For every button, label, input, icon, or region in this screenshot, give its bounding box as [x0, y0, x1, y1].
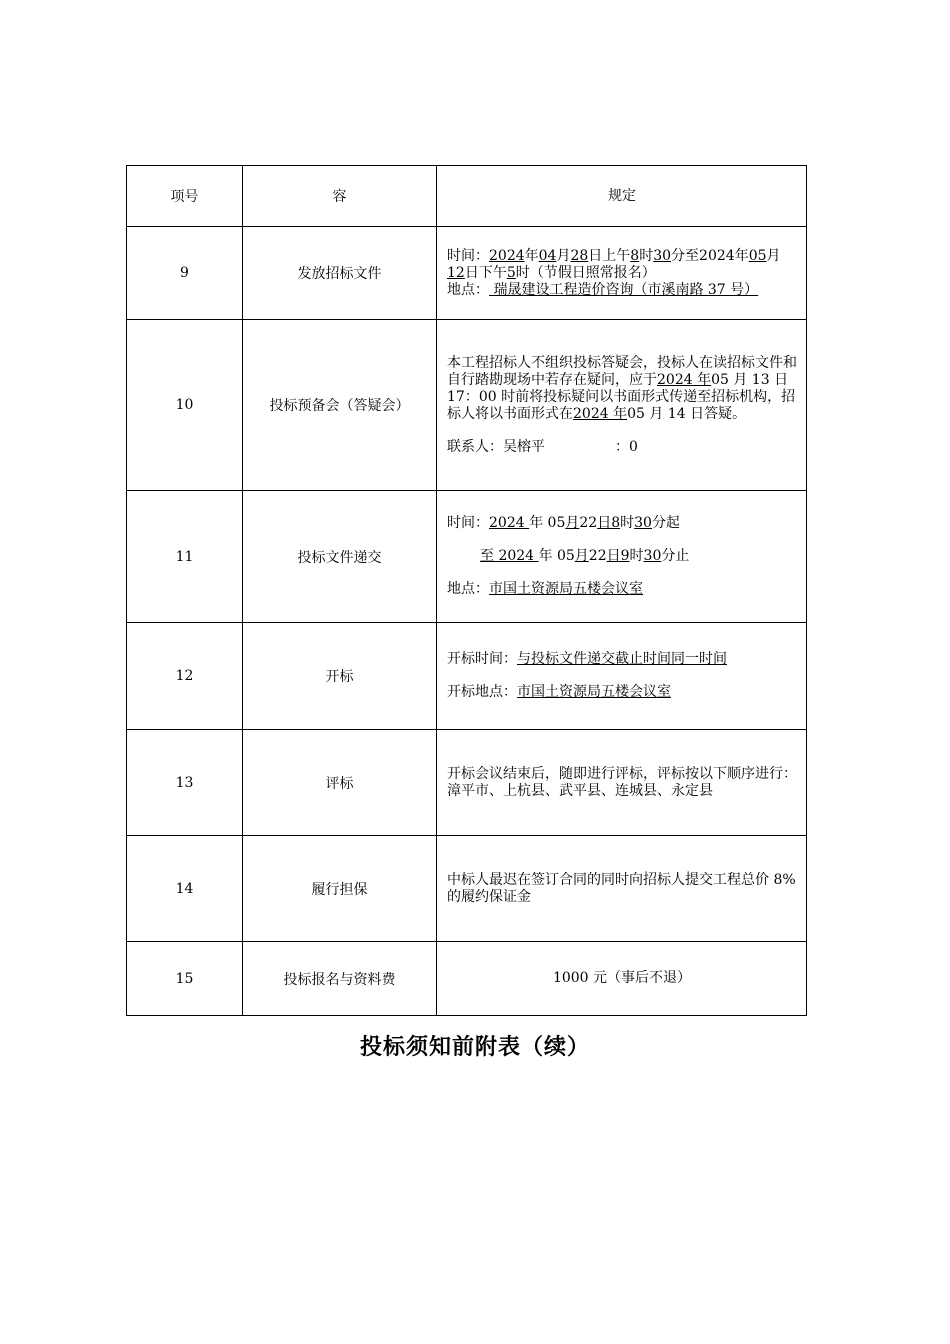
text: 开标时间： — [447, 651, 517, 667]
text: 至 2024 — [480, 548, 539, 564]
table-row — [127, 491, 807, 623]
row-item: 履行担保 — [243, 836, 437, 942]
text: 05 — [748, 247, 767, 264]
row-item: 投标文件递交 — [243, 491, 437, 623]
text: 日 — [606, 548, 621, 564]
text: 28 — [570, 247, 589, 264]
text: 时 — [620, 515, 635, 531]
text: 月 — [556, 247, 571, 264]
row-provision: 中标人最迟在签订合同的同时向招标人提交工程总价 8%的履约保证金 — [437, 836, 807, 942]
text: 日下午 — [464, 264, 507, 281]
table-row — [127, 320, 807, 491]
row-number: 9 — [127, 227, 243, 320]
text: 年 — [524, 247, 539, 264]
text: 地点： — [447, 281, 489, 298]
text: 分起 — [651, 515, 680, 531]
text: 时（节假日照常报名） — [515, 264, 656, 281]
table-row — [127, 623, 807, 730]
text: 月 — [766, 247, 781, 264]
text: 8 — [630, 247, 640, 264]
row-number: 10 — [127, 320, 243, 491]
table-caption-title: 投标须知前附表（续） — [359, 1034, 590, 1060]
text: 开标地点： — [447, 684, 517, 700]
text: 30 — [653, 247, 672, 264]
row-provision — [437, 623, 807, 730]
text: 年 — [734, 247, 749, 264]
text: 分止 — [661, 548, 690, 564]
location-text: 瑞晟建设工程造价咨询（市溪南路 37 号） — [489, 281, 759, 298]
row-provision: 1000 元（事后不退） — [437, 942, 807, 1016]
row-item: 投标预备会（答疑会） — [243, 320, 437, 491]
text: 05 月 14 日答疑。 — [627, 405, 747, 422]
text: 本工程招标人不组织投标答疑会，投标人在读招标文件和自行踏勘现场中若存在疑问，应于 — [447, 354, 797, 388]
text: 2024 — [489, 515, 530, 531]
text: 与投标文件递交截止时间同一时间 — [517, 651, 727, 667]
row-number: 11 — [127, 491, 243, 623]
header-provision: 规定 — [437, 166, 807, 227]
text: 2024 — [699, 247, 735, 264]
location-text: 市国土资源局五楼会议室 — [489, 581, 643, 597]
row-item: 开标 — [243, 623, 437, 730]
table-row — [127, 942, 807, 1016]
text: 04 — [538, 247, 557, 264]
contact-text: 联系人：吴榕平 ：0 — [447, 438, 638, 455]
text: 月 — [565, 515, 580, 531]
row-item: 投标报名与资料费 — [243, 942, 437, 1016]
table-row — [127, 730, 807, 836]
text: 日 — [597, 515, 612, 531]
text: 2024 — [489, 247, 525, 264]
text: 日上午 — [588, 247, 631, 264]
bid-instructions-table — [126, 165, 807, 1016]
header-content: 容 — [243, 166, 437, 227]
text: 30 — [634, 515, 652, 531]
header-item-number: 项号 — [127, 166, 243, 227]
row-item: 评标 — [243, 730, 437, 836]
text: 年 05 — [529, 515, 566, 531]
row-provision: 开标会议结束后，随即进行评标，评标按以下顺序进行：漳平市、上杭县、武平县、连城县、永定县 — [437, 730, 807, 836]
text: 30 — [643, 548, 662, 564]
text: 月 — [574, 548, 589, 564]
row-number: 13 — [127, 730, 243, 836]
text: 9 — [620, 548, 630, 564]
row-provision — [437, 491, 807, 623]
table-header-row — [127, 166, 807, 227]
text: 22 — [588, 548, 607, 564]
row-number: 12 — [127, 623, 243, 730]
row-number: 14 — [127, 836, 243, 942]
row-number: 15 — [127, 942, 243, 1016]
text: 05 月 13 日 17：00 时前将投标疑问以书面形式传递至招标机构，招标人将以书面形式在 — [447, 371, 796, 422]
text: 时间： — [447, 247, 489, 264]
text: 2024 年 — [573, 405, 628, 422]
text: 分至 — [671, 247, 700, 264]
text: 地点： — [447, 581, 489, 597]
table-row — [127, 227, 807, 320]
location-text: 市国土资源局五楼会议室 — [517, 684, 671, 700]
text: 12 — [447, 264, 465, 281]
text: 8 — [611, 515, 621, 531]
text: 22 — [579, 515, 598, 531]
row-provision — [437, 227, 807, 320]
text: 时间： — [447, 515, 489, 531]
table-row — [127, 836, 807, 942]
text: 时 — [629, 548, 644, 564]
text: 时 — [639, 247, 654, 264]
row-provision — [437, 320, 807, 491]
text: 2024 年 — [657, 371, 712, 388]
row-item: 发放招标文件 — [243, 227, 437, 320]
text: 5 — [506, 264, 516, 281]
text: 年 05 — [538, 548, 575, 564]
